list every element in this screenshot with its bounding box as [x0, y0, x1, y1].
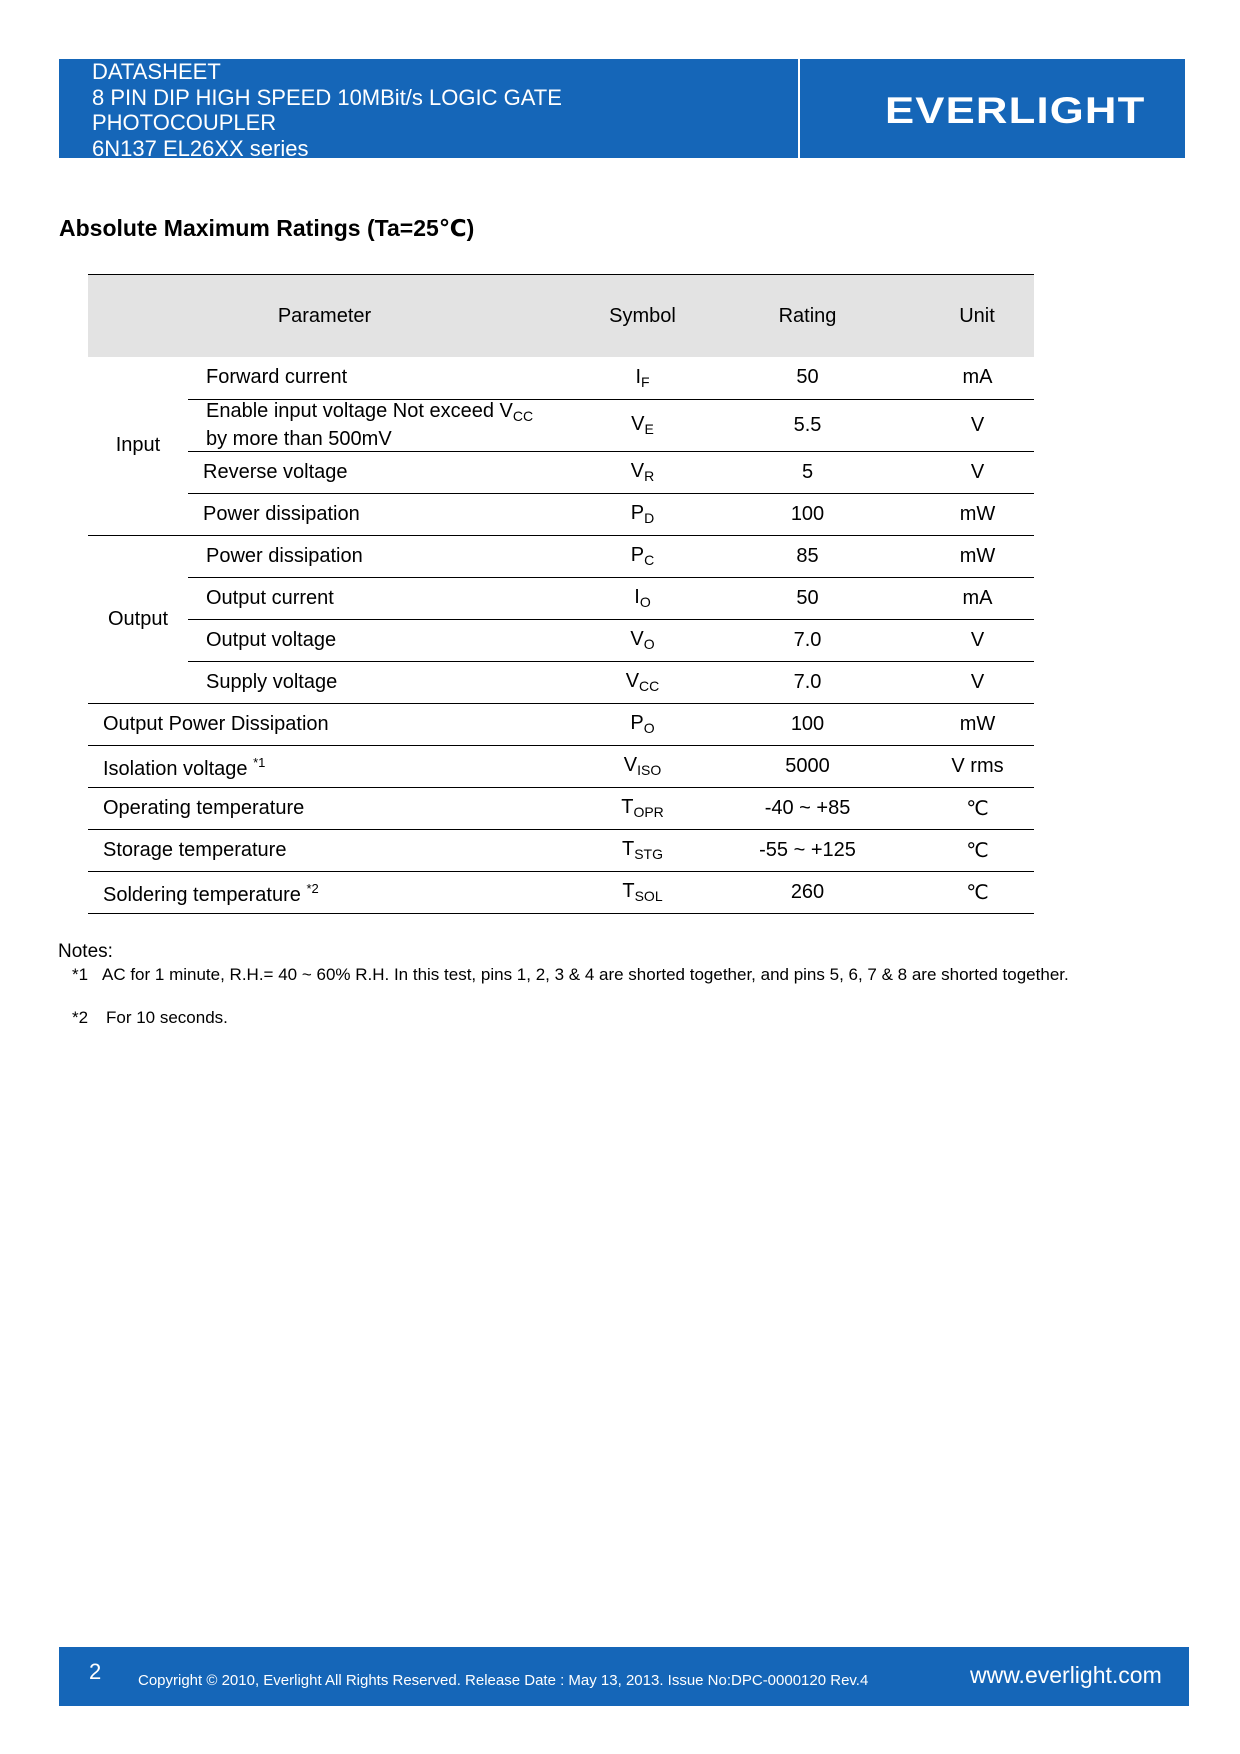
unit-cell: V — [891, 619, 1034, 661]
table-row — [88, 871, 1034, 913]
table-row — [88, 577, 1034, 619]
unit-cell: mW — [891, 535, 1034, 577]
table-row — [88, 829, 1034, 871]
param-cell: Reverse voltage — [188, 451, 561, 493]
note-marker: *2 — [72, 1008, 89, 1027]
param-cell: Power dissipation — [188, 535, 561, 577]
param-cell: Enable input voltage Not exceed $V_{CC}$ by more than 500mV — [188, 399, 561, 451]
header-divider — [798, 59, 800, 158]
symbol-cell: $I_F$ — [561, 357, 724, 399]
symbol-cell: $P_D$ — [561, 493, 724, 535]
table-row — [88, 451, 1034, 493]
param-cell: Isolation voltage $^{*1}$ — [88, 745, 561, 787]
symbol-cell: $T_{OPR}$ — [561, 787, 724, 829]
notes-section — [58, 941, 1069, 1027]
group-label-output: Output — [88, 535, 188, 703]
rating-cell: 5.5 — [724, 399, 891, 451]
unit-cell: ℃ — [891, 829, 1034, 871]
rating-cell: 5000 — [724, 745, 891, 787]
document-footer — [59, 1647, 1189, 1706]
param-cell: Forward current — [188, 357, 561, 399]
param-cell: Output Power Dissipation — [88, 703, 561, 745]
symbol-cell: $P_O$ — [561, 703, 724, 745]
table-row — [88, 619, 1034, 661]
copyright-text: Copyright © 2010, Everlight All Rights Reserved. Release Date : May 13, 2013. Issue No:DPC-0000120 Rev.4 — [138, 1672, 869, 1689]
table-row — [88, 661, 1034, 703]
unit-cell: ℃ — [891, 787, 1034, 829]
rating-cell: 7.0 — [724, 661, 891, 703]
symbol-cell: $V_{ISO}$ — [561, 745, 724, 787]
notes-title: Notes: — [58, 941, 113, 962]
unit-cell: V — [891, 399, 1034, 451]
note-marker: *1 — [72, 965, 89, 984]
unit-cell: mW — [891, 703, 1034, 745]
rating-cell: 50 — [724, 577, 891, 619]
column-header-rating: Rating — [724, 275, 891, 358]
rating-cell: 100 — [724, 493, 891, 535]
symbol-cell: $V_{CC}$ — [561, 661, 724, 703]
param-cell: Output voltage — [188, 619, 561, 661]
symbol-cell: $V_O$ — [561, 619, 724, 661]
table-row — [88, 493, 1034, 535]
table-row — [88, 399, 1034, 451]
note-item — [72, 1008, 228, 1028]
ratings-table — [88, 274, 1034, 914]
column-header-unit: Unit — [891, 275, 1034, 358]
note-text: AC for 1 minute, R.H.= 40 ~ 60% R.H. In this test, pins 1, 2, 3 & 4 are shorted together, and pins 5, 6, 7 & 8 are shorted together. — [102, 965, 1069, 984]
unit-cell: V rms — [891, 745, 1034, 787]
page-number: 2 — [89, 1659, 102, 1684]
note-text: For 10 seconds. — [106, 1008, 228, 1027]
column-header-symbol: Symbol — [561, 275, 724, 358]
everlight-logo: EVERLIGHT — [885, 90, 1146, 131]
symbol-cell: $T_{STG}$ — [561, 829, 724, 871]
param-cell: Operating temperature — [88, 787, 561, 829]
document-header — [59, 59, 1185, 161]
website-link[interactable]: www.everlight.com — [970, 1662, 1162, 1688]
footnote-ref: *1 — [253, 755, 266, 770]
header-title-block — [92, 59, 562, 161]
symbol-cell: $T_{SOL}$ — [561, 871, 724, 913]
header-line-series: 6N137 EL26XX series — [92, 135, 309, 161]
rating-cell: -55 ~ +125 — [724, 829, 891, 871]
rating-cell: 7.0 — [724, 619, 891, 661]
symbol-cell: $I_O$ — [561, 577, 724, 619]
note-item — [72, 965, 1069, 985]
table-header-row — [88, 275, 1034, 358]
rating-cell: -40 ~ +85 — [724, 787, 891, 829]
rating-cell: 85 — [724, 535, 891, 577]
group-label-input: Input — [88, 357, 188, 535]
param-cell: Output current — [188, 577, 561, 619]
column-header-parameter: Parameter — [88, 275, 561, 358]
unit-cell: V — [891, 661, 1034, 703]
header-line-doc-type: DATASHEET — [92, 59, 221, 84]
table-row — [88, 787, 1034, 829]
rating-cell: 260 — [724, 871, 891, 913]
ratings-table-container — [88, 274, 1034, 914]
param-cell: Storage temperature — [88, 829, 561, 871]
param-cell: Power dissipation — [188, 493, 561, 535]
unit-cell: ℃ — [891, 871, 1034, 913]
table-row — [88, 357, 1034, 399]
unit-cell: mA — [891, 577, 1034, 619]
unit-cell: mW — [891, 493, 1034, 535]
unit-cell: mA — [891, 357, 1034, 399]
param-cell: Soldering temperature $^{*2}$ — [88, 871, 561, 913]
table-row — [88, 703, 1034, 745]
header-line-category: PHOTOCOUPLER — [92, 110, 277, 135]
table-row — [88, 745, 1034, 787]
unit-cell: V — [891, 451, 1034, 493]
footnote-ref: *2 — [306, 881, 319, 896]
table-row — [88, 535, 1034, 577]
param-cell: Supply voltage — [188, 661, 561, 703]
header-line-product: 8 PIN DIP HIGH SPEED 10MBit/s LOGIC GATE — [92, 84, 562, 110]
symbol-cell: $V_R$ — [561, 451, 724, 493]
section-title: Absolute Maximum Ratings (Ta=25℃) — [59, 215, 475, 241]
rating-cell: 50 — [724, 357, 891, 399]
symbol-cell: $V_E$ — [561, 399, 724, 451]
rating-cell: 100 — [724, 703, 891, 745]
symbol-cell: $P_C$ — [561, 535, 724, 577]
rating-cell: 5 — [724, 451, 891, 493]
